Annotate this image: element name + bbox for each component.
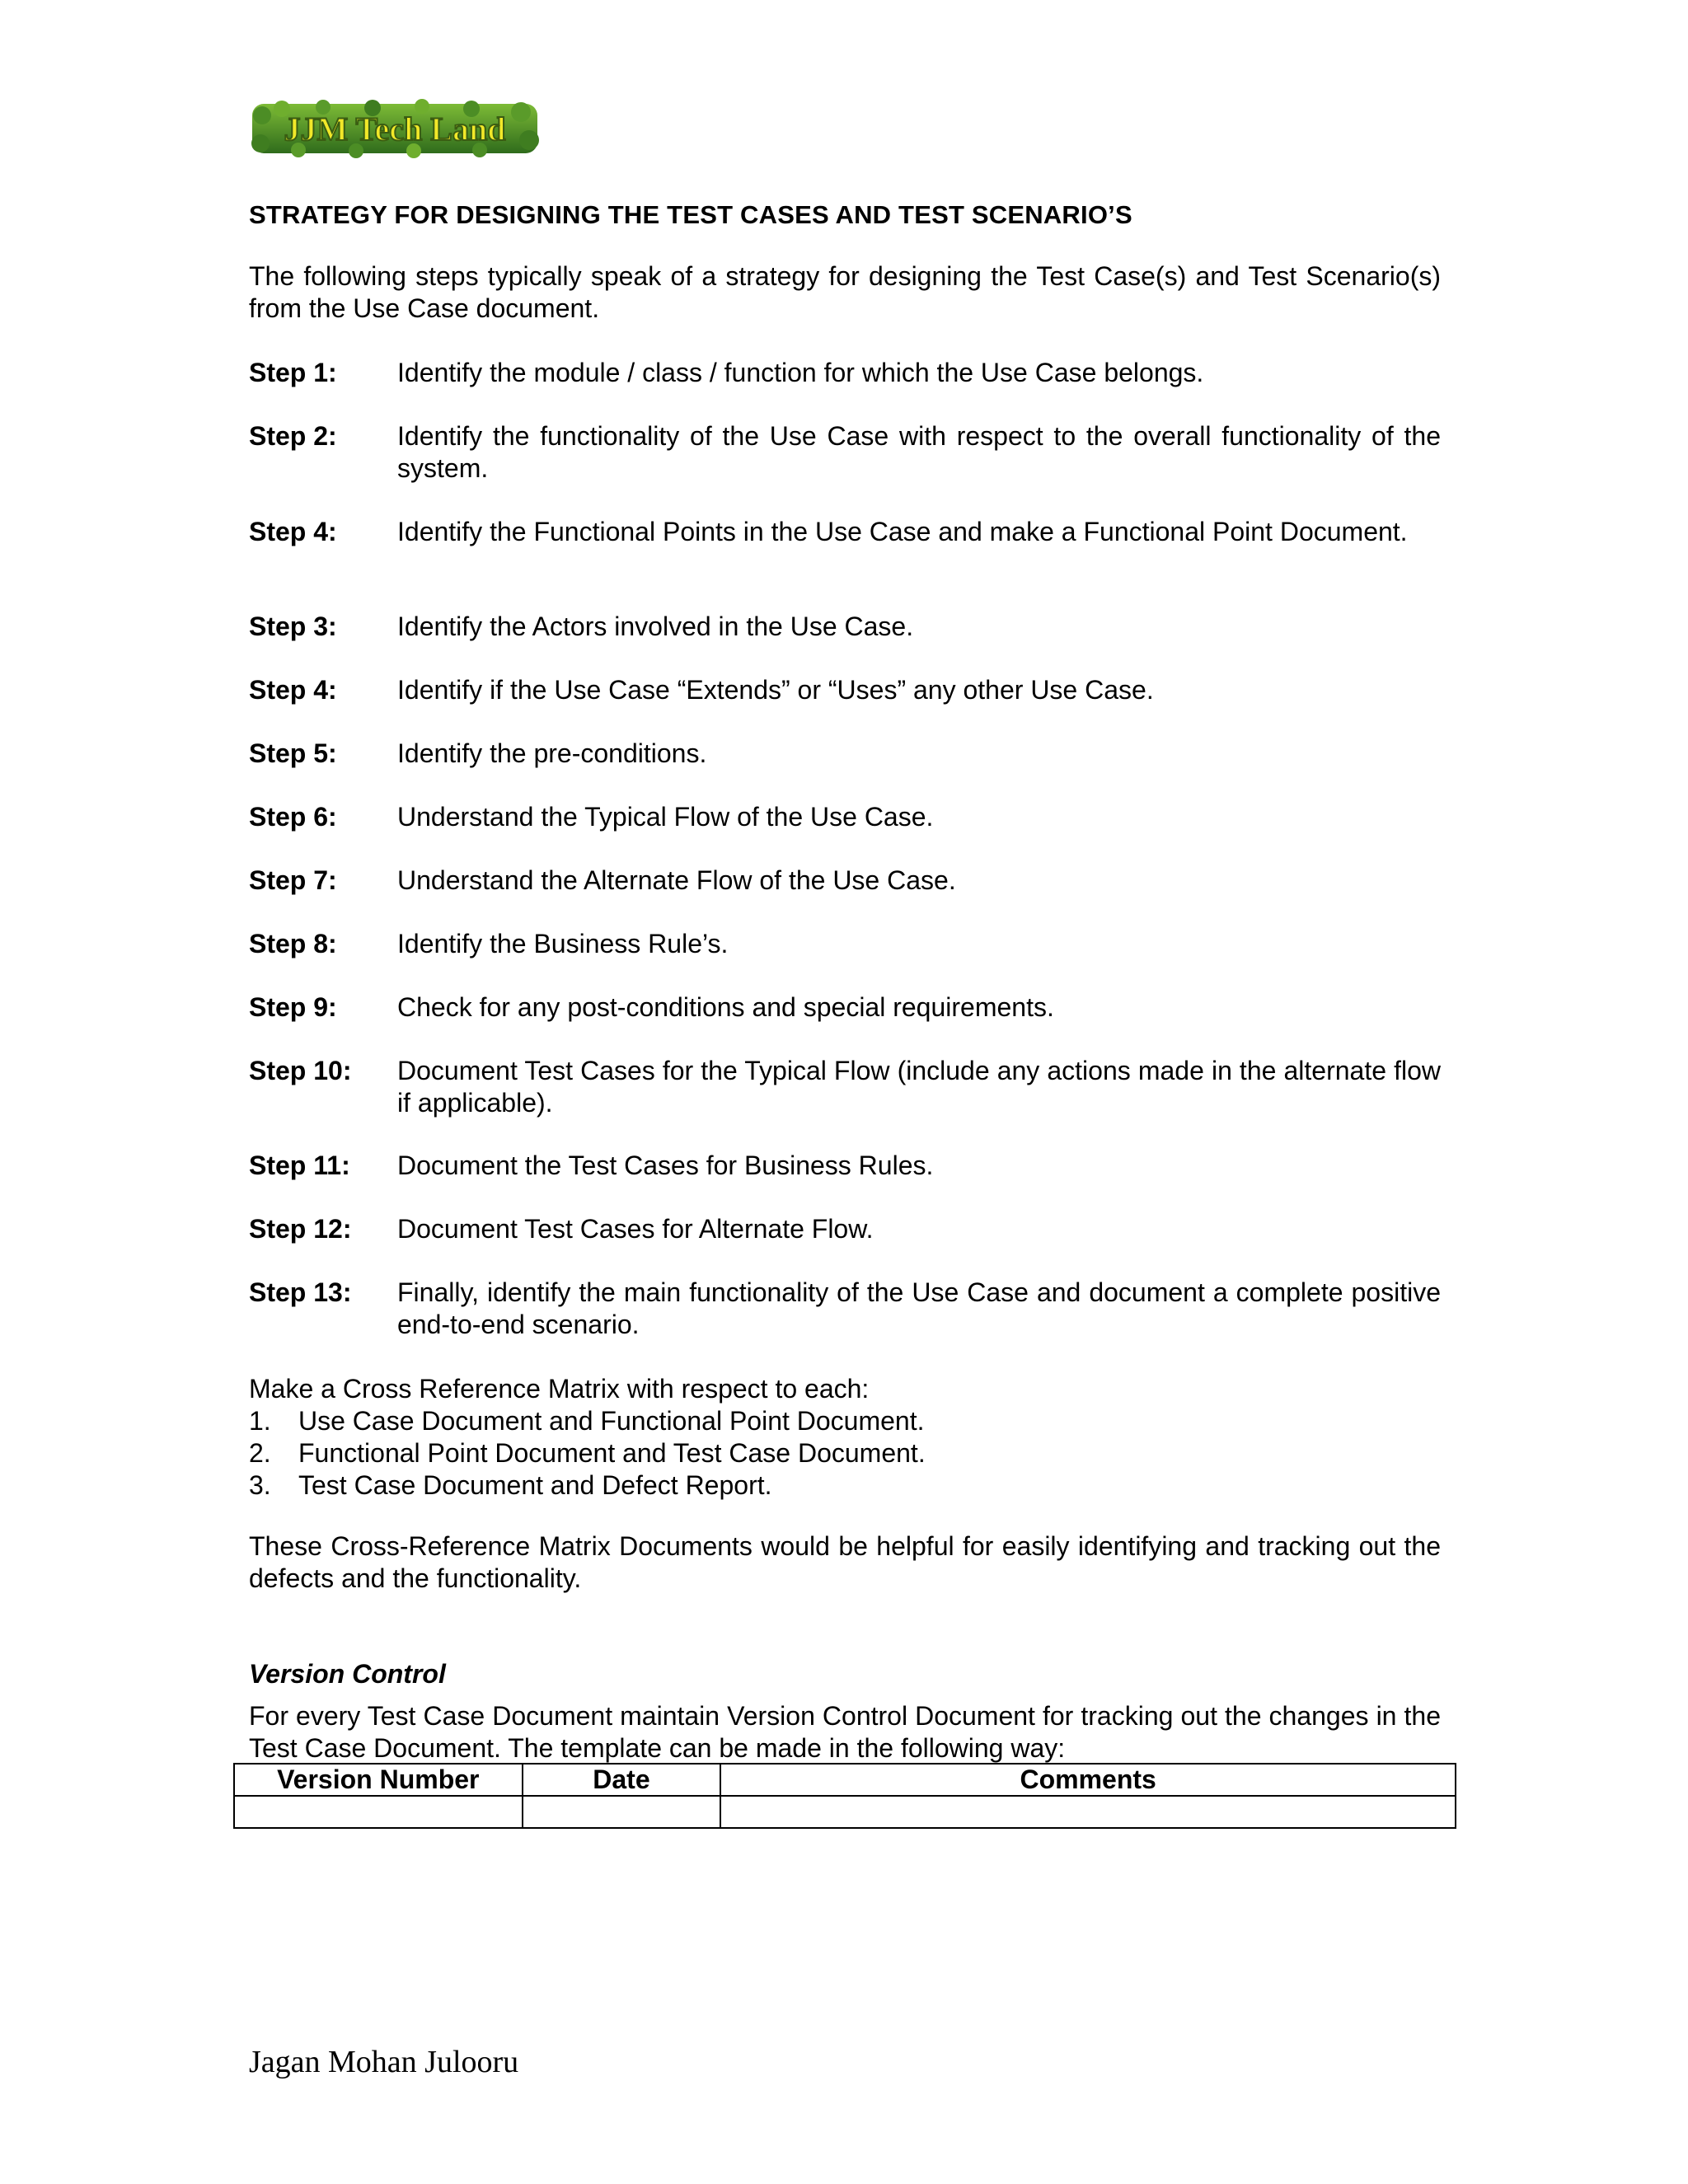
logo-graphic [249, 99, 541, 158]
step-text: Identify if the Use Case “Extends” or “Uses” any other Use Case. [397, 675, 1154, 705]
step-label: Step 13: [249, 1277, 352, 1307]
step-text: Identify the module / class / function for which the Use Case belongs. [397, 358, 1204, 387]
list-number: 1. [249, 1406, 271, 1436]
step-label: Step 12: [249, 1214, 352, 1244]
step-label: Step 10: [249, 1056, 352, 1085]
step-text: Identify the functionality of the Use Case with respect to the overall functionality of the system. [397, 421, 1441, 483]
step-label: Step 6: [249, 802, 337, 832]
step-text: Identify the Actors involved in the Use Case. [397, 612, 914, 641]
step-text: Identify the Business Rule’s. [397, 929, 729, 958]
table-row [234, 1796, 1456, 1828]
step-text: Understand the Typical Flow of the Use Case. [397, 802, 934, 832]
step-label: Step 3: [249, 612, 337, 641]
step-label: Step 2: [249, 421, 337, 451]
column-header-date: Date [523, 1764, 721, 1796]
list-text: Test Case Document and Defect Report. [298, 1470, 772, 1500]
version-control-heading: Version Control [249, 1659, 446, 1689]
matrix-intro: Make a Cross Reference Matrix with respect to each: [249, 1374, 870, 1404]
list-text: Use Case Document and Functional Point Document. [298, 1406, 925, 1436]
column-header-comments: Comments [720, 1764, 1456, 1796]
step-text: Finally, identify the main functionality of the Use Case and document a complete positive end-to-end scenario. [397, 1277, 1441, 1339]
step-label: Step 4: [249, 675, 337, 705]
table-header-row [234, 1764, 1456, 1796]
list-item [249, 1405, 1441, 1437]
step-label: Step 5: [249, 738, 337, 768]
table-cell [720, 1796, 1456, 1828]
step-label: Step 9: [249, 992, 337, 1022]
step-text: Document Test Cases for the Typical Flow (include any actions made in the alternate flow if applicable). [397, 1056, 1441, 1118]
step-label: Step 7: [249, 865, 337, 895]
footer-author: Jagan Mohan Julooru [249, 2045, 519, 2079]
list-number: 3. [249, 1470, 271, 1500]
list-text: Functional Point Document and Test Case Document. [298, 1438, 926, 1468]
step-text: Document the Test Cases for Business Rules. [397, 1151, 934, 1180]
step-text: Document Test Cases for Alternate Flow. [397, 1214, 874, 1244]
matrix-list [249, 1405, 1441, 1502]
cross-reference-matrix-section [249, 1373, 1441, 1502]
jjm-tech-land-logo [249, 99, 541, 158]
step-label: Step 8: [249, 929, 337, 958]
matrix-note-paragraph: These Cross-Reference Matrix Documents would be helpful for easily identifying and tracking out the defects and the functionality. [249, 1531, 1441, 1593]
step-text: Identify the pre-conditions. [397, 738, 707, 768]
table-cell [523, 1796, 721, 1828]
step-text: Check for any post-conditions and special requirements. [397, 992, 1054, 1022]
page-title: STRATEGY FOR DESIGNING THE TEST CASES AND TEST SCENARIO’S [249, 200, 1132, 229]
step-label: Step 1: [249, 358, 337, 387]
column-header-version-number: Version Number [234, 1764, 523, 1796]
list-item [249, 1469, 1441, 1502]
intro-paragraph: The following steps typically speak of a strategy for designing the Test Case(s) and Test Scenario(s) from the Use Case document. [249, 261, 1441, 323]
logo-text: JJM Tech Land [284, 110, 506, 148]
version-control-table [233, 1763, 1456, 1829]
step-text: Understand the Alternate Flow of the Use Case. [397, 865, 956, 895]
step-label: Step 4: [249, 517, 337, 546]
step-label: Step 11: [249, 1151, 350, 1180]
list-item [249, 1437, 1441, 1469]
step-text: Identify the Functional Points in the Use Case and make a Functional Point Document. [397, 517, 1408, 546]
table-cell [234, 1796, 523, 1828]
list-number: 2. [249, 1438, 271, 1468]
version-control-paragraph: For every Test Case Document maintain Version Control Document for tracking out the changes in the Test Case Document. The template can be made in the following way: [249, 1701, 1441, 1763]
